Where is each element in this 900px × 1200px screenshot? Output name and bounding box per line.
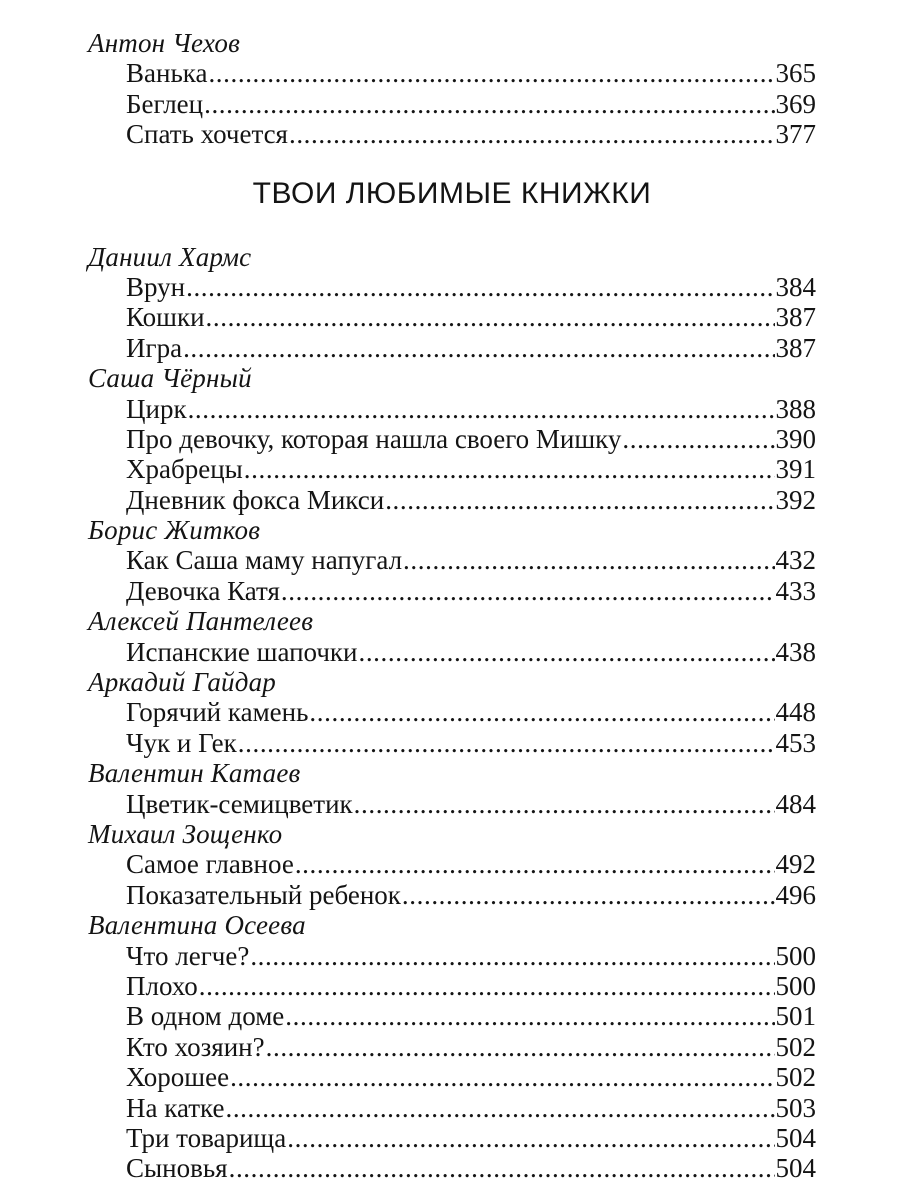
toc-entry (126, 545, 816, 575)
entry-title: На катке (126, 1092, 225, 1123)
author-name: Валентина Осеева (88, 910, 306, 941)
dot-leader (199, 971, 775, 1001)
entry-title: Про девочку, которая нашла своего Мишку (126, 423, 622, 454)
author-name: Антон Чехов (88, 28, 240, 58)
entry-page-number: 496 (775, 879, 816, 910)
author-name: Алексей Пантелеев (88, 606, 314, 637)
toc-entry (126, 971, 816, 1001)
dot-leader (295, 849, 775, 879)
entry-page-number: 384 (775, 271, 816, 302)
toc-part-2 (88, 242, 816, 1184)
entry-title: Беглец (126, 88, 204, 119)
entry-page-number: 484 (775, 788, 816, 819)
entry-title: Игра (126, 332, 183, 363)
entry-title: Сыновья (126, 1153, 228, 1184)
entry-page-number: 504 (775, 1153, 816, 1184)
dot-leader (206, 302, 775, 332)
dot-leader (229, 1153, 775, 1183)
toc-entry (126, 89, 816, 119)
entry-page-number: 500 (775, 940, 816, 971)
dot-leader (354, 789, 775, 819)
toc-entry (126, 119, 816, 149)
toc-entry (126, 880, 816, 910)
entry-title: Врун (126, 271, 186, 302)
toc-entry (126, 1001, 816, 1031)
toc-entry (126, 941, 816, 971)
toc-entry (126, 485, 816, 515)
dot-leader (358, 637, 774, 667)
entry-page-number: 492 (775, 849, 816, 880)
dot-leader (183, 333, 774, 363)
entry-page-number: 504 (775, 1122, 816, 1153)
entry-title: Чук и Гек (126, 727, 237, 758)
entry-page-number: 503 (775, 1092, 816, 1123)
entry-title: Спать хочется (126, 119, 288, 150)
entry-title: Цирк (126, 393, 187, 424)
dot-leader (225, 1093, 774, 1123)
entry-page-number: 390 (775, 423, 816, 454)
toc-entry (126, 1093, 816, 1123)
toc-entry (126, 1123, 816, 1153)
entry-title: В одном доме (126, 1001, 285, 1032)
entry-title: Испанские шапочки (126, 636, 358, 667)
entry-title: Плохо (126, 970, 198, 1001)
author-name: Михаил Зощенко (88, 818, 283, 849)
entry-page-number: 501 (775, 1001, 816, 1032)
dot-leader (244, 454, 775, 484)
entry-page-number: 500 (775, 970, 816, 1001)
entry-title: Что легче? (126, 940, 250, 971)
entry-page-number: 448 (775, 697, 816, 728)
dot-leader (403, 545, 774, 575)
toc-entry (126, 302, 816, 332)
dot-leader (285, 1001, 774, 1031)
entry-title: Горячий камень (126, 697, 309, 728)
entry-page-number: 369 (775, 88, 816, 119)
dot-leader (385, 485, 774, 515)
toc-entry (126, 424, 816, 454)
entry-title: Кошки (126, 302, 205, 333)
entry-page-number: 377 (775, 119, 816, 150)
dot-leader (208, 58, 774, 88)
dot-leader (281, 576, 775, 606)
entry-page-number: 432 (775, 545, 816, 576)
toc-entry (126, 697, 816, 727)
dot-leader (402, 880, 775, 910)
entry-title: Храбрецы (126, 454, 243, 485)
toc-entry (126, 1032, 816, 1062)
entry-title: Кто хозяин? (126, 1031, 265, 1062)
dot-leader (309, 697, 774, 727)
author-name: Валентин Катаев (88, 758, 301, 789)
dot-leader (238, 728, 775, 758)
toc-entry (126, 789, 816, 819)
table-of-contents (88, 28, 816, 1184)
entry-page-number: 453 (775, 727, 816, 758)
entry-title: Девочка Катя (126, 575, 280, 606)
entry-title: Цветик-семицветик (126, 788, 353, 819)
entry-page-number: 502 (775, 1031, 816, 1062)
toc-entry (126, 394, 816, 424)
toc-entry (126, 728, 816, 758)
entry-title: Три товарища (126, 1122, 287, 1153)
author-name: Саша Чёрный (88, 363, 252, 394)
entry-page-number: 438 (775, 636, 816, 667)
entry-page-number: 433 (775, 575, 816, 606)
entry-title: Самое главное (126, 849, 294, 880)
dot-leader (186, 272, 774, 302)
entry-title: Дневник фокса Микси (126, 484, 385, 515)
dot-leader (266, 1032, 775, 1062)
dot-leader (230, 1062, 774, 1092)
dot-leader (289, 119, 775, 149)
toc-entry (126, 849, 816, 879)
dot-leader (250, 941, 774, 971)
dot-leader (287, 1123, 774, 1153)
entry-page-number: 391 (775, 454, 816, 485)
entry-page-number: 392 (775, 484, 816, 515)
entry-page-number: 365 (775, 58, 816, 89)
entry-page-number: 502 (775, 1062, 816, 1093)
toc-part-1 (88, 28, 816, 150)
section-heading: ТВОИ ЛЮБИМЫЕ КНИЖКИ (252, 176, 652, 210)
dot-leader (188, 394, 775, 424)
entry-title: Хорошее (126, 1062, 230, 1093)
toc-entry (126, 1062, 816, 1092)
author-name: Даниил Хармс (88, 241, 252, 272)
entry-title: Показательный ребенок (126, 879, 401, 910)
entry-title: Ванька (126, 58, 208, 89)
entry-page-number: 388 (775, 393, 816, 424)
author-name: Борис Житков (88, 515, 261, 546)
toc-entry (126, 333, 816, 363)
toc-entry (126, 637, 816, 667)
toc-entry (126, 454, 816, 484)
author-name: Аркадий Гайдар (88, 667, 277, 698)
entry-page-number: 387 (775, 332, 816, 363)
entry-title: Как Саша маму напугал (126, 545, 403, 576)
dot-leader (622, 424, 774, 454)
dot-leader (204, 89, 774, 119)
toc-entry (126, 58, 816, 88)
toc-entry (126, 1153, 816, 1183)
entry-page-number: 387 (775, 302, 816, 333)
toc-entry (126, 576, 816, 606)
toc-entry (126, 272, 816, 302)
